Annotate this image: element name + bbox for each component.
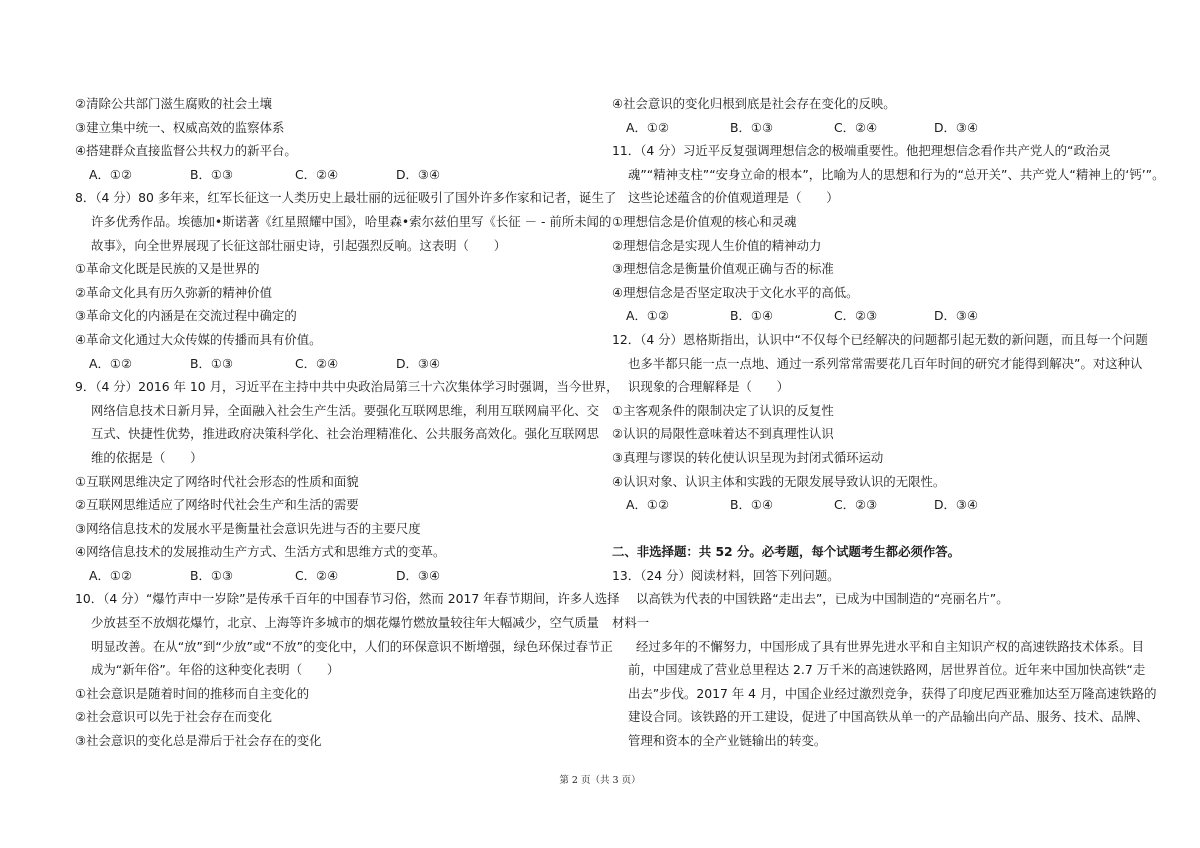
q7-option-c: C．②④ — [295, 166, 339, 182]
q10-option-d: D．③④ — [934, 119, 979, 135]
q13-intro: 以高铁为代表的中国铁路“走出去”，已成为中国制造的“亮丽名片”。 — [636, 591, 1009, 607]
q12-option-d: D．③④ — [934, 497, 979, 513]
q7-option-b: B．①③ — [190, 166, 234, 182]
material-1-line-4: 建设合同。该铁路的开工建设，促进了中国高铁从单一的产品输出向产品、服务、技术、品牌、 — [628, 709, 1149, 725]
q11-options — [612, 304, 1132, 328]
section-2-heading: 二、非选择题：共 52 分。必考题，每个试题考生都必须作答。 — [612, 544, 961, 560]
q9-option-b: B．①③ — [190, 567, 234, 583]
q10-statement-1: ①社会意识是随着时间的推移而自主变化的 — [75, 685, 310, 701]
q10-statement-2: ②社会意识可以先于社会存在而变化 — [75, 709, 272, 725]
q9-statement-1: ①互联网思维决定了网络时代社会形态的性质和面貌 — [75, 473, 359, 489]
q9-stem-line-3: 互式、快捷性优势，推进政府决策科学化、社会治理精准化、公共服务高效化。强化互联网思 — [91, 426, 600, 442]
q11-statement-2: ②理想信念是实现人生价值的精神动力 — [612, 237, 822, 253]
q11-option-c: C．②③ — [834, 308, 878, 324]
q10-option-b: B．①③ — [730, 119, 774, 135]
q8-option-a: A．①② — [89, 355, 133, 371]
q12-option-a: A．①② — [626, 497, 670, 513]
q9-statement-2: ②互联网思维适应了网络时代社会生产和生活的需要 — [75, 497, 359, 513]
q11-option-b: B．①④ — [730, 308, 774, 324]
q12-statement-3: ③真理与谬误的转化使认识呈现为封闭式循环运动 — [612, 449, 884, 465]
q8-statement-2: ②革命文化具有历久弥新的精神价值 — [75, 284, 272, 300]
q10-options — [612, 116, 1132, 140]
material-1-line-3: 出去”步伐。2017 年 4 月，中国企业经过激烈竞争，获得了印度尼西亚雅加达至万隆高速铁路的 — [628, 685, 1157, 701]
q9-statement-3: ③网络信息技术的发展水平是衡量社会意识先进与否的主要尺度 — [75, 520, 421, 536]
q11-stem-line-1: 11．（4 分）习近平反复强调理想信念的极端重要性。他把理想信念看作共产党人的“政治灵 — [612, 143, 1111, 159]
q9-stem-line-4: 维的依据是（ ） — [91, 449, 203, 465]
q12-statement-1: ①主客观条件的限制决定了认识的反复性 — [612, 402, 834, 418]
q10-statement-3: ③社会意识的变化总是滞后于社会存在的变化 — [75, 733, 322, 749]
q8-stem-line-1: 8．（4 分）80 多年来，红军长征这一人类历史上最壮丽的远征吸引了国外许多作家和记者，诞生了 — [75, 190, 617, 206]
q11-statement-4: ④理想信念是否坚定取决于文化水平的高低。 — [612, 284, 859, 300]
q13-stem: 13．（24 分）阅读材料，回答下列问题。 — [612, 567, 840, 583]
q9-option-c: C．②④ — [295, 567, 339, 583]
q8-statement-4: ④革命文化通过大众传媒的传播而具有价值。 — [75, 331, 322, 347]
q8-option-c: C．②④ — [295, 355, 339, 371]
q8-option-d: D．③④ — [396, 355, 441, 371]
q12-options — [612, 493, 1132, 517]
page-footer: 第 2 页（共 3 页） — [559, 775, 641, 786]
q8-option-b: B．①③ — [190, 355, 234, 371]
right-column — [612, 92, 1165, 753]
q10-stem-line-2: 少放甚至不放烟花爆竹，北京、上海等许多城市的烟花爆竹燃放量较往年大幅减少，空气质量 — [91, 615, 600, 631]
q12-stem-line-1: 12．（4 分）恩格斯指出，认识中“不仅每个已经解决的问题都引起无数的新问题，而且每一个问题 — [612, 331, 1148, 347]
q12-option-c: C．②③ — [834, 497, 878, 513]
q7-statement-2: ②清除公共部门滋生腐败的社会土壤 — [75, 96, 272, 111]
q10-stem-line-4: 成为“新年俗”。年俗的这种变化表明（ ） — [91, 662, 340, 678]
q12-stem-line-3: 识现象的合理解释是（ ） — [628, 379, 790, 395]
q12-option-b: B．①④ — [730, 497, 774, 513]
material-1-line-2: 前，中国建成了营业总里程达 2.7 万千米的高速铁路网，居世界首位。近年来中国加快高铁“走 — [628, 662, 1146, 678]
q7-statement-3: ③建立集中统一、权威高效的监察体系 — [75, 119, 285, 135]
q9-statement-4: ④网络信息技术的发展推动生产方式、生活方式和思维方式的变革。 — [75, 544, 446, 560]
q8-statement-1: ①革命文化既是民族的又是世界的 — [75, 261, 260, 277]
q11-stem-line-2: 魂”“精神支柱”“安身立命的根本”，比喻为人的思想和行为的“总开关”、共产党人“精神上的‘钙’”。 — [628, 166, 1165, 182]
q8-stem-line-2: 许多优秀作品。埃德加•斯诺著《红星照耀中国》，哈里森•索尔兹伯里写《长征 － - 前所未闻的 — [91, 213, 612, 229]
q10-statement-4: ④社会意识的变化归根到底是社会存在变化的反映。 — [612, 96, 896, 111]
q7-option-d: D．③④ — [396, 166, 441, 182]
q8-statement-3: ③革命文化的内涵是在交流过程中确定的 — [75, 308, 297, 324]
q12-statement-4: ④认识对象、认识主体和实践的无限发展导致认识的无限性。 — [612, 473, 946, 489]
q7-options — [75, 163, 595, 187]
section-spacer — [612, 517, 1132, 541]
q12-stem-line-2: 也多半都只能一点一点地、通过一系列常常需要花几百年时间的研究才能得到解决”。对这种认 — [628, 355, 1143, 371]
q11-option-a: A．①② — [626, 308, 670, 324]
q11-statement-1: ①理想信念是价值观的核心和灵魂 — [612, 213, 797, 229]
q9-stem-line-2: 网络信息技术日新月异，全面融入社会生产生活。要强化互联网思维，利用互联网扁平化、交 — [91, 402, 600, 418]
q9-stem-line-1: 9．（4 分）2016 年 10 月，习近平在主持中共中央政治局第三十六次集体学习时强调，当今世界， — [75, 379, 619, 395]
q7-option-a: A．①② — [89, 166, 133, 182]
q7-statement-4: ④搭建群众直接监督公共权力的新平台。 — [75, 143, 297, 159]
q11-statement-3: ③理想信念是衡量价值观正确与否的标准 — [612, 261, 834, 277]
q9-options — [75, 564, 595, 588]
q9-option-d: D．③④ — [396, 567, 441, 583]
q10-stem-line-1: 10．（4 分）“爆竹声中一岁除”是传承千百年的中国春节习俗，然而 2017 年春节期间，许多人选择 — [75, 591, 620, 607]
q10-option-c: C．②④ — [834, 119, 878, 135]
left-column — [75, 92, 620, 753]
material-1-line-1: 经过多年的不懈努力，中国形成了具有世界先进水平和自主知识产权的高速铁路技术体系。目 — [636, 638, 1145, 654]
q10-option-a: A．①② — [626, 119, 670, 135]
q9-option-a: A．①② — [89, 567, 133, 583]
material-1-heading: 材料一 — [612, 615, 650, 631]
material-1-line-5: 管理和资本的全产业链输出的转变。 — [628, 733, 827, 749]
q10-stem-line-3: 明显改善。在从“放”到“少放”或“不放”的变化中，人们的环保意识不断增强，绿色环保过春节正 — [91, 638, 613, 654]
q11-stem-line-3: 这些论述蕴含的价值观道理是（ ） — [628, 190, 839, 206]
q12-statement-2: ②认识的局限性意味着达不到真理性认识 — [612, 426, 834, 442]
q8-options — [75, 352, 595, 376]
q8-stem-line-3: 故事》，向全世界展现了长征这部壮丽史诗，引起强烈反响。这表明（ ） — [91, 237, 507, 253]
q11-option-d: D．③④ — [934, 308, 979, 324]
